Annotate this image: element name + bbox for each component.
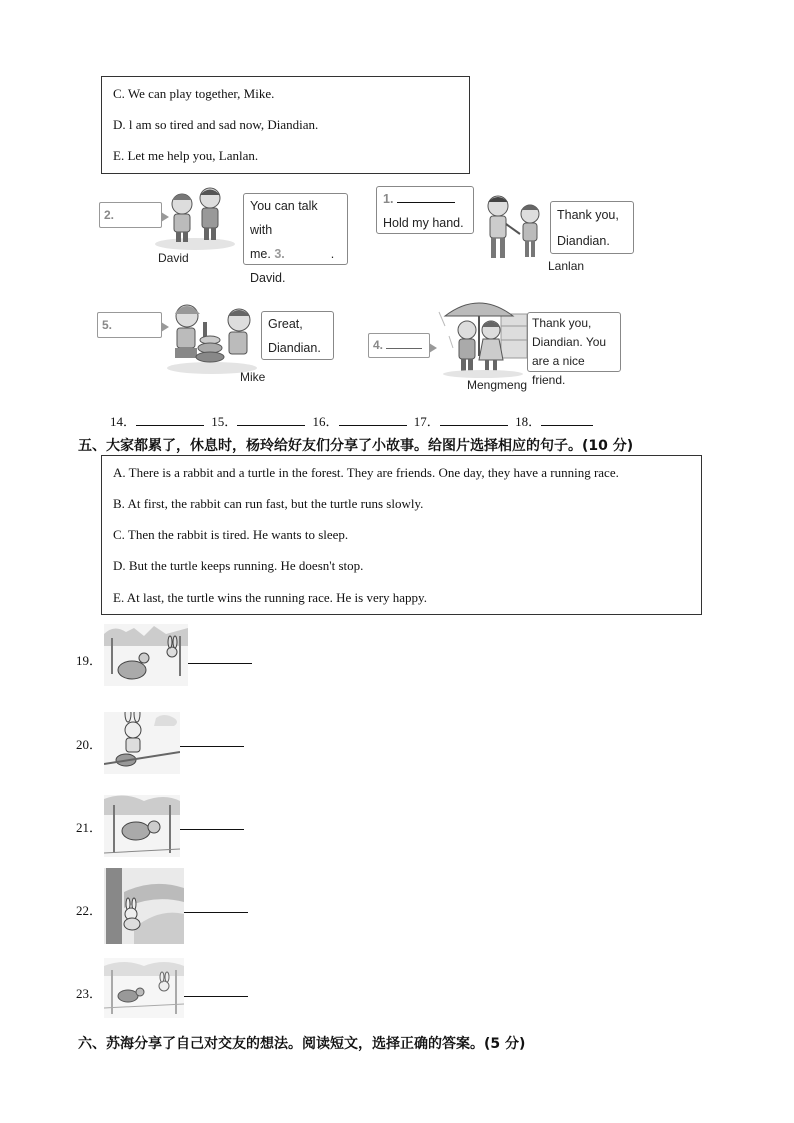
answer-label-15: 15． — [211, 414, 238, 429]
answer-blank-17[interactable] — [440, 413, 508, 426]
picture-rabbit-sleeping-tree — [104, 868, 184, 944]
blank-box-5 — [97, 312, 162, 338]
answer-label-14: 14． — [110, 414, 137, 429]
bubble-line: are a nice friend. — [532, 354, 585, 387]
answer-label-17: 17． — [413, 414, 440, 429]
illustration-mengmeng-umbrella — [437, 296, 529, 378]
answer-blank-18[interactable] — [541, 413, 593, 426]
bubble-line: Hold my hand. — [383, 216, 464, 230]
option-c: C. We can play together, Mike. — [113, 86, 275, 101]
question-19-label: 19． — [76, 653, 103, 668]
bubble-line — [383, 187, 467, 211]
answer-line-21[interactable] — [180, 829, 244, 830]
picture-rabbit-running — [104, 712, 180, 774]
bubble-line: Diandian. — [557, 234, 610, 248]
story-option-c: C. Then the rabbit is tired. He wants to sleep. — [113, 527, 349, 542]
caption-mike: Mike — [240, 370, 266, 384]
caption-lanlan: Lanlan — [548, 259, 585, 273]
answer-blank-16[interactable] — [339, 413, 407, 426]
blank-number: 4. — [373, 338, 384, 352]
speech-bubble-reply-1 — [550, 201, 634, 254]
bubble-line: Thank you, — [532, 316, 592, 330]
answer-line-23[interactable] — [184, 996, 248, 997]
question-20-label: 20． — [76, 737, 103, 752]
speech-bubble-mengmeng — [527, 312, 621, 387]
illustration-mike-blocks — [165, 298, 260, 376]
picture-turtle-forest-path — [104, 795, 180, 857]
speech-bubble-blank-1 — [376, 186, 474, 234]
bubble-line: me. 3. . — [250, 247, 335, 261]
question-22-label: 22． — [76, 903, 103, 918]
bubble-line: You can talk with — [250, 199, 318, 237]
answer-label-18: 18． — [515, 414, 542, 429]
picture-turtle-wins — [104, 958, 184, 1018]
story-option-b: B. At first, the rabbit can run fast, but the turtle runs slowly. — [113, 496, 424, 511]
answer-row-14-18 — [110, 411, 593, 430]
answer-blank-15[interactable] — [237, 413, 305, 426]
illustration-david-sad — [150, 182, 240, 252]
bubble-line: Great, — [268, 317, 303, 331]
caption-mengmeng: Mengmeng — [467, 378, 528, 392]
option-e: E. Let me help you, Lanlan. — [113, 148, 259, 163]
bubble-line: Diandian. You — [532, 335, 607, 349]
blank-number: 1. — [383, 192, 394, 206]
answer-line-20[interactable] — [180, 746, 244, 747]
picture-rabbit-turtle-forest — [104, 624, 188, 686]
story-option-a: A. There is a rabbit and a turtle in the forest. They are friends. One day, they have a running race. — [113, 465, 619, 480]
section-6-heading: 六、苏海分享了自己对交友的想法。阅读短文，选择正确的答案。(5 分) — [78, 1036, 526, 1052]
blank-number: 2. — [104, 208, 115, 222]
section-5-heading: 五、大家都累了，休息时，杨玲给好友们分享了小故事。给图片选择相应的句子。(10 分) — [78, 438, 634, 454]
answer-label-16: 16． — [312, 414, 339, 429]
answer-line-22[interactable] — [184, 912, 248, 913]
blank-box-4 — [368, 333, 430, 358]
question-23-label: 23． — [76, 986, 103, 1001]
speech-bubble-diandian-1 — [243, 193, 348, 285]
illustration-lanlan-hand — [470, 190, 560, 265]
blank-number: 5. — [102, 318, 113, 332]
bubble-line: Thank you, — [557, 208, 619, 222]
answer-blank-14[interactable] — [136, 413, 204, 426]
answer-line-19[interactable] — [188, 663, 252, 664]
blank-number: 3. — [274, 247, 285, 261]
story-option-e: E. At last, the turtle wins the running race. He is very happy. — [113, 590, 427, 605]
caption-david: David — [158, 251, 189, 265]
speech-bubble-diandian-5 — [261, 311, 334, 360]
question-21-label: 21． — [76, 820, 103, 835]
bubble-line: Diandian. — [268, 341, 321, 355]
story-option-d: D. But the turtle keeps running. He doesn't stop. — [113, 558, 364, 573]
bubble-line: David. — [250, 271, 286, 285]
option-d: D. l am so tired and sad now, Diandian. — [113, 117, 319, 132]
